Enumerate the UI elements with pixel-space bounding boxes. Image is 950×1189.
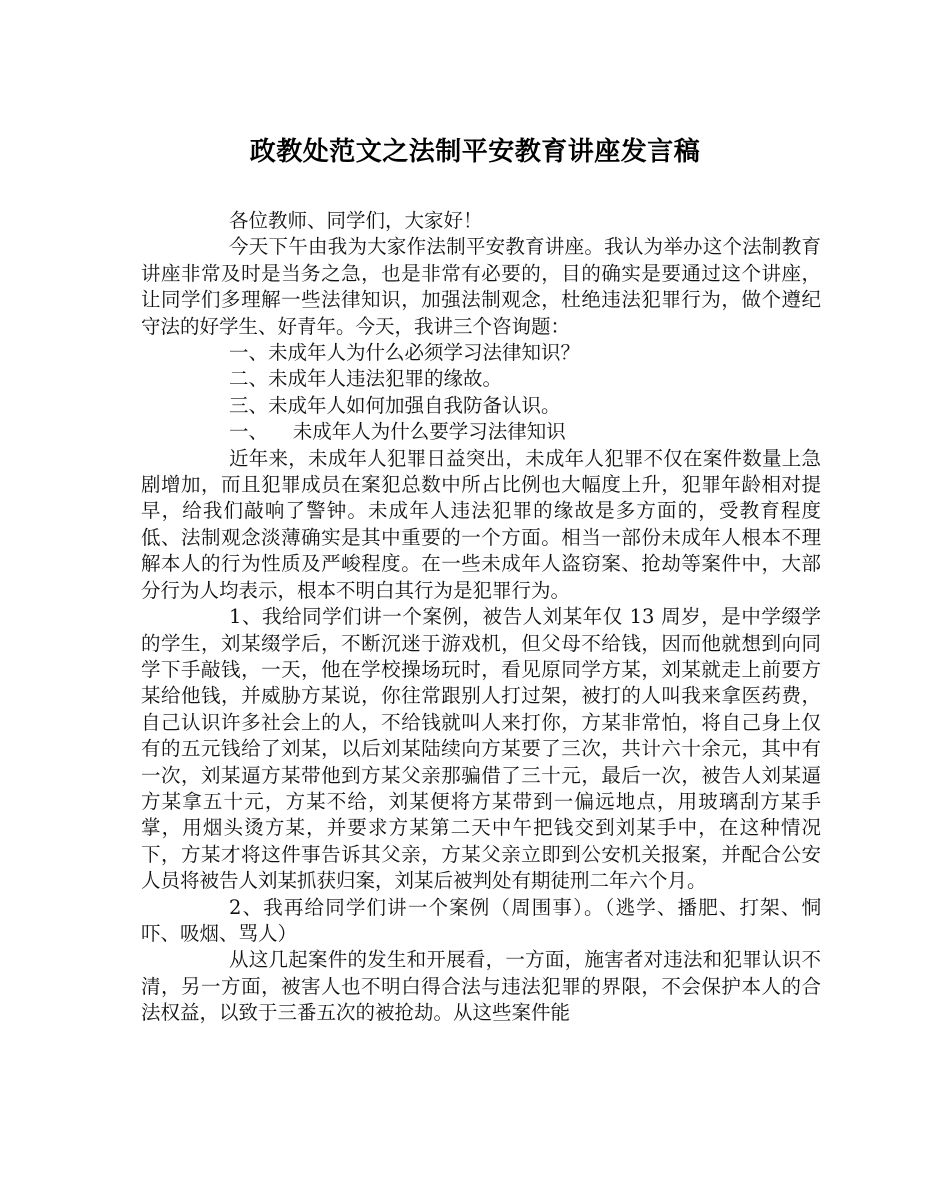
paragraph-background: 近年来，未成年人犯罪日益突出，未成年人犯罪不仅在案件数量上急剧增加，而且犯罪成员在案犯总数中所占比例也大幅度上升，犯罪年龄相对提早，给我们敲响了警钟。未成年人违法犯罪的缘故是多方面的，受教育程度低、法制观念淡薄确实是其中重要的一个方面。相当一部份未成年人根本不理解本人的行为性质及严峻程度。在一些未成年人盗窃案、抢劫等案件中，大部分行为人均表示，根本不明白其行为是犯罪行为。 [141, 446, 821, 602]
document-body [141, 208, 821, 1027]
paragraph-topic-3: 三、未成年人如何加强自我防备认识。 [229, 393, 561, 417]
paragraph-topic-1: 一、未成年人为什么必须学习法律知识？ [229, 341, 581, 365]
document-title: 政教处范文之法制平安教育讲座发言稿 [249, 137, 701, 167]
paragraph-greeting: 各位教师、同学们，大家好！ [229, 209, 483, 232]
section-heading-1: 一、 未成年人为什么要学习法律知识 [229, 420, 566, 444]
paragraph-case-2: 2、我再给同学们讲一个案例（周围事）。（逃学、播肥、打架、恫吓、吸烟、骂人） [141, 895, 821, 945]
paragraph-case-1: 1、我给同学们讲一个案例，被告人刘某年仅 13 周岁，是中学缀学的学生，刘某缀学后，不断沉迷于游戏机，但父母不给钱，因而他就想到向同学下手敲钱，一天，他在学校操场玩时，看见原同学方某，刘某就走上前要方某给他钱，并威胁方某说，你往常跟别人打过架，被打的人叫我来拿医药费，自己认识许多社会上的人，不给钱就叫人来打你，方某非常怕，将自己身上仅有的五元钱给了刘某，以后刘某陆续向方某要了三次，共计六十余元，其中有一次，刘某逼方某带他到方某父亲那骗借了三十元，最后一次，被告人刘某逼方某拿五十元，方某不给，刘某便将方某带到一偏远地点，用玻璃刮方某手掌，用烟头烫方某，并要求方某第二天中午把钱交到刘某手中，在这种情况下，方某才将这件事告诉其父亲，方某父亲立即到公安机关报案，并配合公安人员将被告人刘某抓获归案，刘某后被判处有期徒刑二年六个月。 [141, 605, 821, 893]
paragraph-analysis: 从这几起案件的发生和开展看，一方面，施害者对违法和犯罪认识不清，另一方面，被害人也不明白得合法与违法犯罪的界限，不会保护本人的合法权益，以致于三番五次的被抢劫。从这些案件能 [141, 948, 821, 1025]
paragraph-topic-2: 二、未成年人违法犯罪的缘故。 [229, 367, 503, 391]
paragraph-intro: 今天下午由我为大家作法制平安教育讲座。我认为举办这个法制教育讲座非常及时是当务之急，也是非常有必要的，目的确实是要通过这个讲座，让同学们多理解一些法律知识，加强法制观念，杜绝违法犯罪行为，做个遵纪守法的好学生、好青年。今天，我讲三个咨询题： [141, 235, 821, 338]
